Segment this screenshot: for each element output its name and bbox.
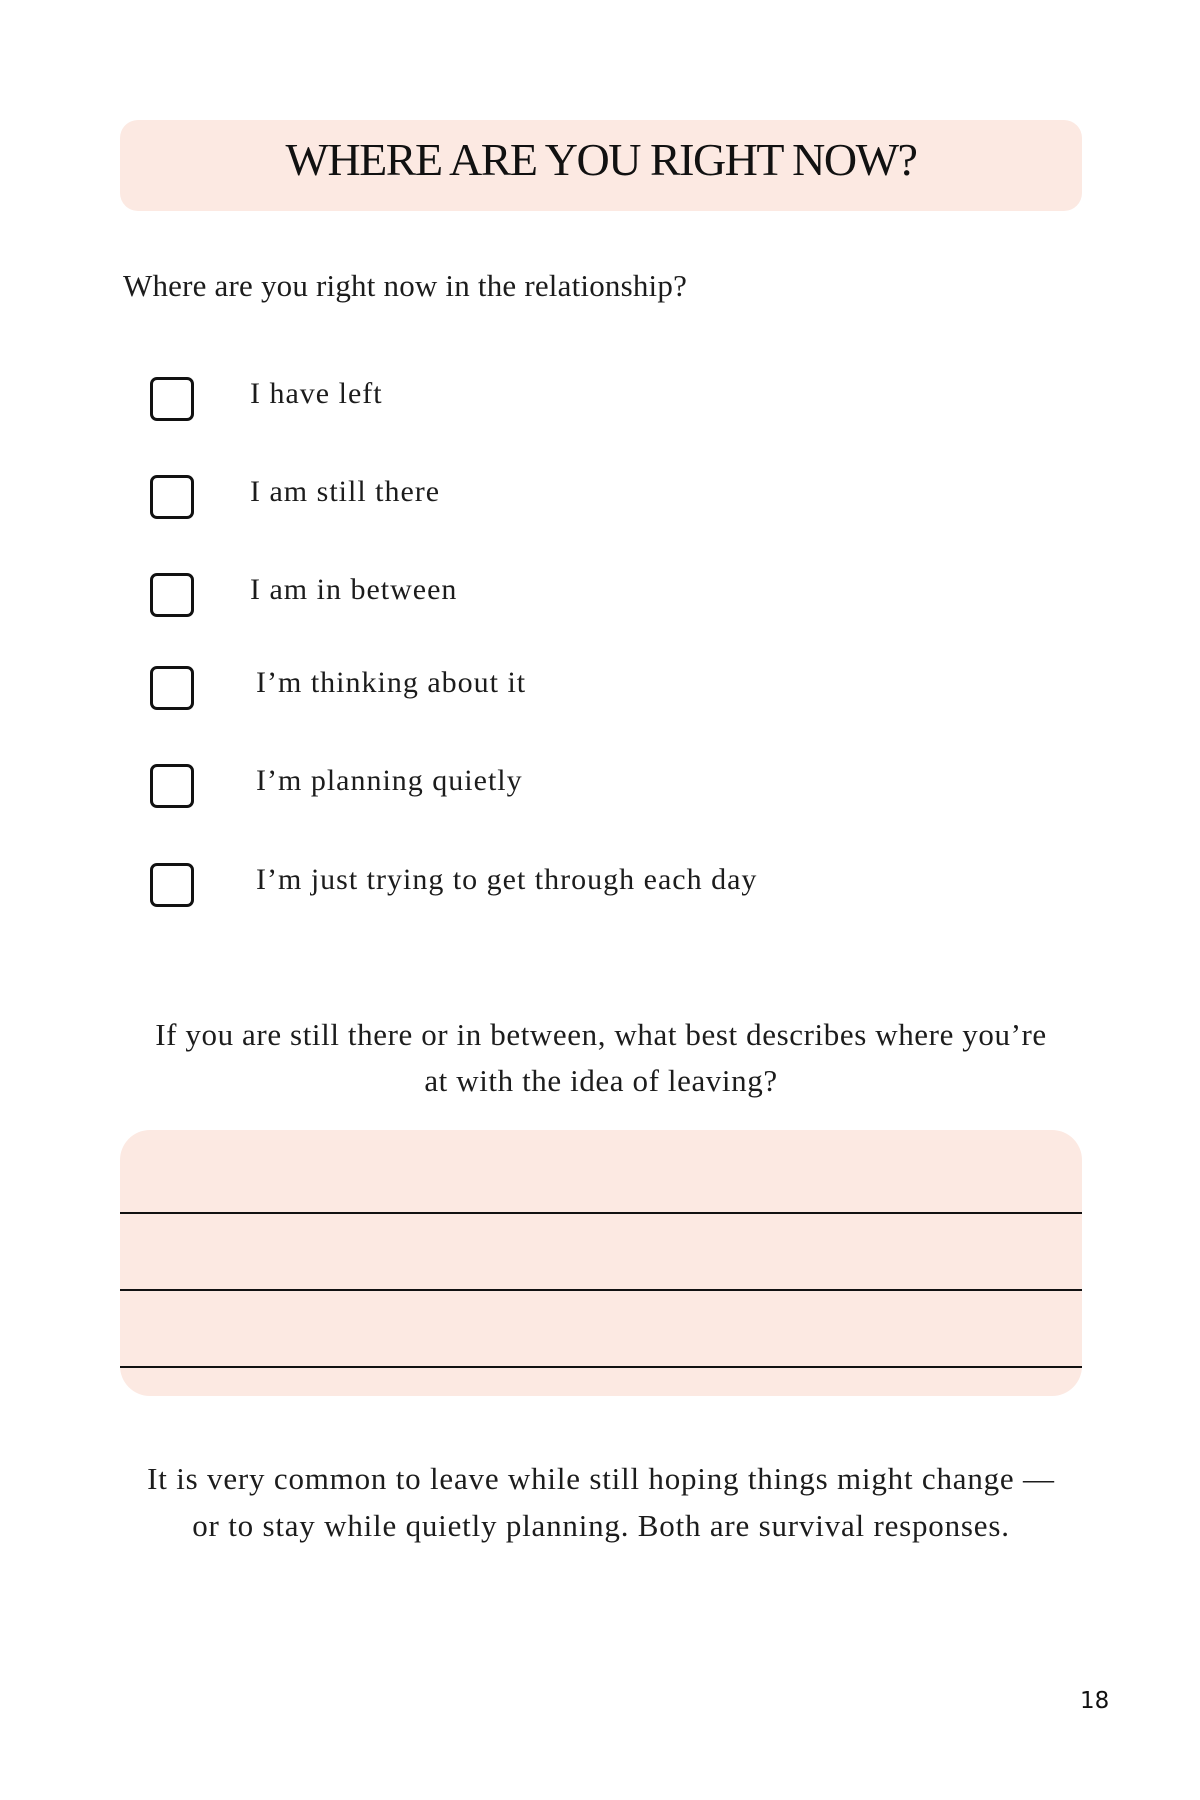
checkbox[interactable]: [150, 573, 194, 617]
checklist-item-label: I’m just trying to get through each day: [256, 863, 758, 896]
checklist-item-label: I’m thinking about it: [256, 666, 527, 699]
leaving-prompt: [120, 1012, 1082, 1104]
checklist-item-still-there[interactable]: [150, 471, 1050, 523]
prompt-line: If you are still there or in between, what best describes where you’re: [155, 1017, 1047, 1052]
checkbox[interactable]: [150, 377, 194, 421]
checklist-item-label: I have left: [250, 377, 383, 410]
writing-line[interactable]: [120, 1366, 1082, 1368]
closing-note: [110, 1455, 1092, 1549]
note-line: or to stay while quietly planning. Both are survival responses.: [192, 1508, 1010, 1543]
note-line: It is very common to leave while still hoping things might change —: [147, 1461, 1055, 1496]
checklist-item-label: I am in between: [250, 573, 458, 606]
answer-box[interactable]: [120, 1130, 1082, 1396]
checkbox[interactable]: [150, 863, 194, 907]
page-number: 18: [1080, 1688, 1110, 1714]
checkbox[interactable]: [150, 764, 194, 808]
checklist-item-label: I am still there: [250, 475, 441, 508]
checklist-item-getting-through[interactable]: [150, 859, 1050, 911]
checkbox[interactable]: [150, 475, 194, 519]
checkbox[interactable]: [150, 666, 194, 710]
checklist-item-label: I’m planning quietly: [256, 764, 523, 797]
checklist-item-have-left[interactable]: [150, 373, 1050, 425]
prompt-line: at with the idea of leaving?: [424, 1063, 778, 1098]
checklist-item-planning[interactable]: [150, 760, 1050, 812]
checklist-item-thinking[interactable]: [150, 662, 1050, 714]
relationship-question: Where are you right now in the relationship?: [123, 268, 688, 303]
title-banner: [120, 120, 1082, 211]
page-title: WHERE ARE YOU RIGHT NOW?: [285, 134, 917, 185]
writing-line[interactable]: [120, 1289, 1082, 1291]
writing-line[interactable]: [120, 1212, 1082, 1214]
checklist-item-in-between[interactable]: [150, 569, 1050, 621]
